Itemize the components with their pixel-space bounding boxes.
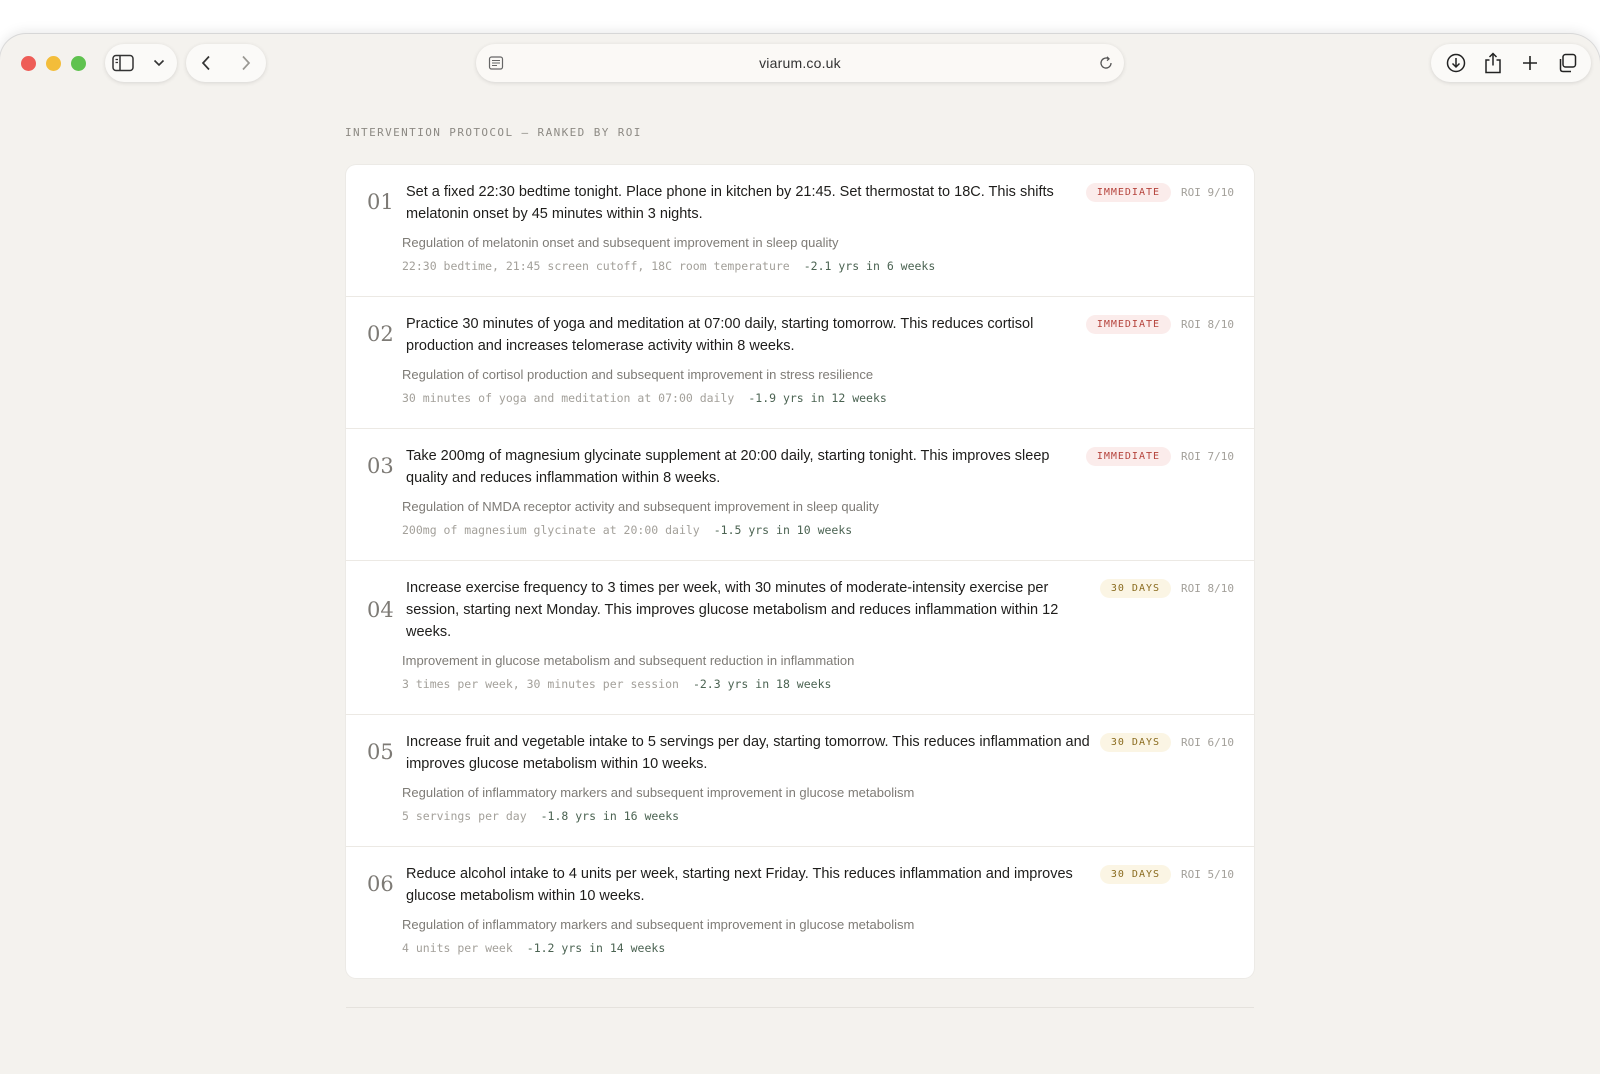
item-specs — [402, 391, 887, 405]
timing-badge: IMMEDIATE — [1086, 315, 1171, 334]
item-number: 01 — [367, 190, 394, 214]
item-headline: Reduce alcohol intake to 4 units per week, starting next Friday. This reduces inflammation and improves glucose metabolism within 10 weeks. — [406, 866, 1073, 904]
item-spec: 5 servings per day — [402, 809, 527, 823]
item-number: 03 — [367, 454, 394, 478]
item-spec: 3 times per week, 30 minutes per session — [402, 677, 679, 691]
item-number: 05 — [367, 740, 394, 764]
timing-badge: 30 DAYS — [1100, 733, 1171, 752]
item-meta — [1086, 315, 1234, 334]
roi-score: ROI 8/10 — [1181, 582, 1234, 595]
back-arrow-icon[interactable] — [194, 51, 218, 75]
item-spec: 200mg of magnesium glycinate at 20:00 daily — [402, 523, 700, 537]
roi-score: ROI 6/10 — [1181, 736, 1234, 749]
browser-window — [0, 34, 1600, 1074]
intervention-item — [346, 561, 1254, 715]
timing-badge: IMMEDIATE — [1086, 183, 1171, 202]
item-specs — [402, 809, 679, 823]
intervention-item — [346, 165, 1254, 297]
item-mechanism: Regulation of inflammatory markers and subsequent improvement in glucose metabolism — [402, 917, 915, 932]
intervention-item — [346, 297, 1254, 429]
item-specs — [402, 523, 852, 537]
item-headline: Set a fixed 22:30 bedtime tonight. Place phone in kitchen by 21:45. Set thermostat to 18C. This shifts melatonin onset by 45 minutes within 3 nights. — [406, 184, 1054, 222]
item-mechanism: Regulation of NMDA receptor activity and subsequent improvement in sleep quality — [402, 499, 879, 514]
item-meta — [1100, 733, 1234, 752]
roi-score: ROI 5/10 — [1181, 868, 1234, 881]
reload-icon[interactable] — [1094, 51, 1118, 75]
timing-badge: 30 DAYS — [1100, 579, 1171, 598]
item-meta — [1086, 447, 1234, 466]
item-effect: -1.5 yrs in 10 weeks — [713, 523, 853, 537]
timing-badge: IMMEDIATE — [1086, 447, 1171, 466]
minimize-window-button[interactable] — [46, 56, 61, 71]
address-bar[interactable] — [476, 44, 1124, 82]
intervention-item — [346, 715, 1254, 847]
chevron-down-icon[interactable] — [147, 51, 171, 75]
item-headline: Take 200mg of magnesium glycinate supplement at 20:00 daily, starting tonight. This improves sleep quality and reduces inflammation within 8 weeks. — [406, 448, 1050, 486]
tab-overview-icon[interactable] — [1555, 51, 1579, 75]
item-meta — [1086, 183, 1234, 202]
new-tab-plus-icon[interactable] — [1518, 51, 1542, 75]
item-mechanism: Improvement in glucose metabolism and subsequent reduction in inflammation — [402, 653, 855, 668]
item-spec: 22:30 bedtime, 21:45 screen cutoff, 18C room temperature — [402, 259, 790, 273]
item-meta — [1100, 579, 1234, 598]
item-headline: Increase exercise frequency to 3 times per week, with 30 minutes of moderate-intensity exercise per session, starting next Monday. This improves glucose metabolism and reduces inflammation within 12 weeks. — [406, 580, 1059, 640]
intervention-list — [346, 165, 1254, 978]
item-number: 06 — [367, 872, 394, 896]
footer-divider — [346, 1007, 1254, 1008]
item-number: 02 — [367, 322, 394, 346]
item-headline: Practice 30 minutes of yoga and meditation at 07:00 daily, starting tomorrow. This reduces cortisol production and increases telomerase activity within 8 weeks. — [406, 316, 1034, 354]
item-mechanism: Regulation of melatonin onset and subsequent improvement in sleep quality — [402, 235, 839, 250]
roi-score: ROI 7/10 — [1181, 450, 1234, 463]
navigation-group — [186, 44, 266, 82]
roi-score: ROI 9/10 — [1181, 186, 1234, 199]
timing-badge: 30 DAYS — [1100, 865, 1171, 884]
item-specs — [402, 259, 935, 273]
close-window-button[interactable] — [21, 56, 36, 71]
sidebar-toggle-group — [105, 44, 177, 82]
item-effect: -2.3 yrs in 18 weeks — [692, 677, 832, 691]
item-spec: 30 minutes of yoga and meditation at 07:00 daily — [402, 391, 735, 405]
roi-score: ROI 8/10 — [1181, 318, 1234, 331]
item-mechanism: Regulation of cortisol production and subsequent improvement in stress resilience — [402, 367, 874, 382]
item-spec: 4 units per week — [402, 941, 513, 955]
item-headline: Increase fruit and vegetable intake to 5 servings per day, starting tomorrow. This reduces inflammation and improves glucose metabolism within 10 weeks. — [406, 734, 1090, 772]
item-number: 04 — [367, 598, 394, 622]
section-label: INTERVENTION PROTOCOL — RANKED BY ROI — [345, 126, 642, 139]
item-specs — [402, 677, 831, 691]
url-text[interactable]: viarum.co.uk — [759, 55, 841, 71]
download-icon[interactable] — [1444, 51, 1468, 75]
intervention-item — [346, 429, 1254, 561]
item-specs — [402, 941, 665, 955]
item-effect: -1.9 yrs in 12 weeks — [748, 391, 887, 405]
share-icon[interactable] — [1481, 51, 1505, 75]
browser-actions-group — [1431, 44, 1591, 82]
window-controls — [21, 56, 86, 71]
zoom-window-button[interactable] — [71, 56, 86, 71]
item-mechanism: Regulation of inflammatory markers and subsequent improvement in glucose metabolism — [402, 785, 915, 800]
sidebar-icon[interactable] — [111, 51, 135, 75]
item-meta — [1100, 865, 1234, 884]
item-effect: -1.2 yrs in 14 weeks — [526, 941, 666, 955]
item-effect: -2.1 yrs in 6 weeks — [803, 259, 936, 273]
intervention-item — [346, 847, 1254, 978]
item-effect: -1.8 yrs in 16 weeks — [540, 809, 680, 823]
forward-arrow-icon[interactable] — [234, 51, 258, 75]
